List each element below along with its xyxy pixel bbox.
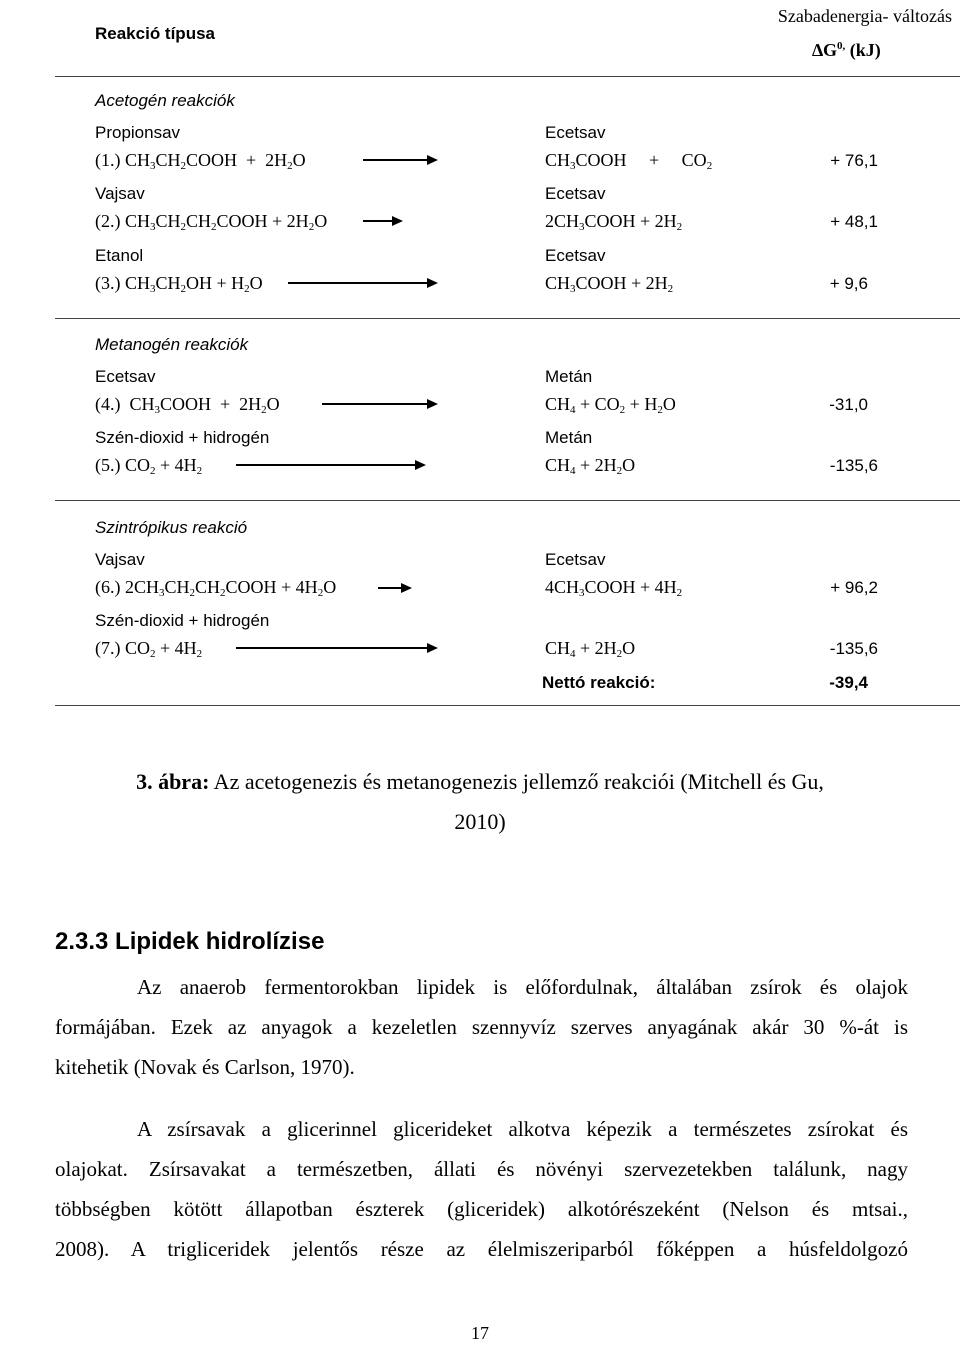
reaction-equation-3: (3.) $CH_3CH_2OH + H_2O$ — [95, 273, 263, 295]
table-divider — [55, 705, 960, 706]
arrow-icon — [288, 278, 438, 288]
reaction-equation-6: (6.) $2CH_3CH_2CH_2COOH + 4H_2O$ — [95, 577, 337, 599]
reaction-equation-1: (1.) $CH_3CH_2COOH + 2H_2O$ — [95, 150, 306, 172]
section-title-syntrophic: Szintrópikus reakció — [95, 518, 248, 537]
reaction-product-2: $2CH_3COOH + 2H_2$ — [545, 211, 683, 233]
product-name: Ecetsav — [545, 550, 606, 569]
reaction-product-7: $CH_4 + 2H_2O$ — [545, 638, 636, 660]
product-name: Metán — [545, 428, 593, 447]
delta-g-value: -135,6 — [829, 639, 878, 658]
reactant-name: Vajsav — [95, 550, 145, 569]
reaction-equation-5: (5.) $CO_2 + 4H_2$ — [95, 455, 203, 477]
section-heading: 2.3.3 Lipidek hidrolízise — [55, 928, 325, 955]
column-header-reaction-type: Reakció típusa — [95, 24, 215, 43]
reaction-product-6: $4CH_3COOH + 4H_2$ — [545, 577, 683, 599]
reactant-name: Szén-dioxid + hidrogén — [95, 428, 270, 447]
reaction-product-1: $CH_3COOH$ + $CO_2$ — [545, 150, 713, 172]
arrow-icon — [378, 583, 412, 593]
arrow-icon — [236, 643, 438, 653]
section-title-acetogen: Acetogén reakciók — [95, 91, 235, 110]
delta-g-value: + 76,1 — [830, 151, 878, 170]
reaction-equation-4: (4.) $CH_3COOH + 2H_2O$ — [95, 394, 280, 416]
arrow-icon — [322, 399, 438, 409]
net-reaction-label: Nettó reakció: — [542, 673, 656, 692]
paragraph: Az anaerob fermentorokban lipidek is előfordulnak, általában zsírok és olajok formájában. Ezek az anyagok a kezeletlen szennyvíz szerves anyagának akár 30 %-át is kitehetik (Novak és Carlson, 1970). — [55, 975, 908, 1079]
arrow-icon — [236, 460, 426, 470]
paragraph: A zsírsavak a glicerinnel glicerideket alkotva képezik a természetes zsírokat és olajokat. Zsírsavakat a természetben, állati és növényi szervezetekben találunk, nagy többségben kötött állapotban észterek (gliceridek) alkotórészeként (Nelson és mtsai., 2008). A trigliceridek jelentős része az élelmiszeriparból főképpen a húsfeldolgozó — [55, 1117, 908, 1261]
figure-caption-label: 3. ábra: — [136, 769, 210, 794]
reaction-product-5: $CH_4 + 2H_2O$ — [545, 455, 636, 477]
reactant-name: Ecetsav — [95, 367, 156, 386]
figure-caption: 3. ábra: Az acetogenezis és metanogenezis jellemző reakciói (Mitchell és Gu, 2010) — [136, 769, 824, 834]
reaction-product-4: $CH_4 + CO_2 + H_2O$ — [545, 394, 676, 416]
reaction-product-3: $CH_3COOH + 2H_2$ — [545, 273, 674, 295]
page-number: 17 — [471, 1323, 489, 1343]
reactant-name: Szén-dioxid + hidrogén — [95, 611, 270, 630]
reactant-name: Vajsav — [95, 184, 145, 203]
product-name: Ecetsav — [545, 123, 606, 142]
delta-g-value: + 9,6 — [829, 274, 868, 293]
column-header-free-energy: Szabadenergia- változás — [777, 6, 952, 26]
delta-g-value: + 48,1 — [830, 212, 878, 231]
column-header-unit: $\Delta G^{0,}$ (kJ) — [812, 40, 881, 60]
arrow-icon — [363, 155, 438, 165]
table-divider — [55, 500, 960, 501]
delta-g-value: + 96,2 — [830, 578, 878, 597]
product-name: Ecetsav — [545, 184, 606, 203]
reaction-equation-2: (2.) $CH_3CH_2CH_2COOH + 2H_2O$ — [95, 211, 328, 233]
table-divider — [55, 318, 960, 319]
product-name: Metán — [545, 367, 593, 386]
reactant-name: Etanol — [95, 246, 144, 265]
section-title-methanogen: Metanogén reakciók — [95, 335, 249, 354]
reaction-equation-7: (7.) $CO_2 + 4H_2$ — [95, 638, 203, 660]
delta-g-value: -31,0 — [829, 395, 868, 414]
reactant-name: Propionsav — [95, 123, 181, 142]
arrow-icon — [363, 216, 403, 226]
product-name: Ecetsav — [545, 246, 606, 265]
delta-g-value: -135,6 — [829, 456, 878, 475]
net-reaction-value: -39,4 — [829, 673, 868, 692]
table-divider — [55, 76, 960, 77]
